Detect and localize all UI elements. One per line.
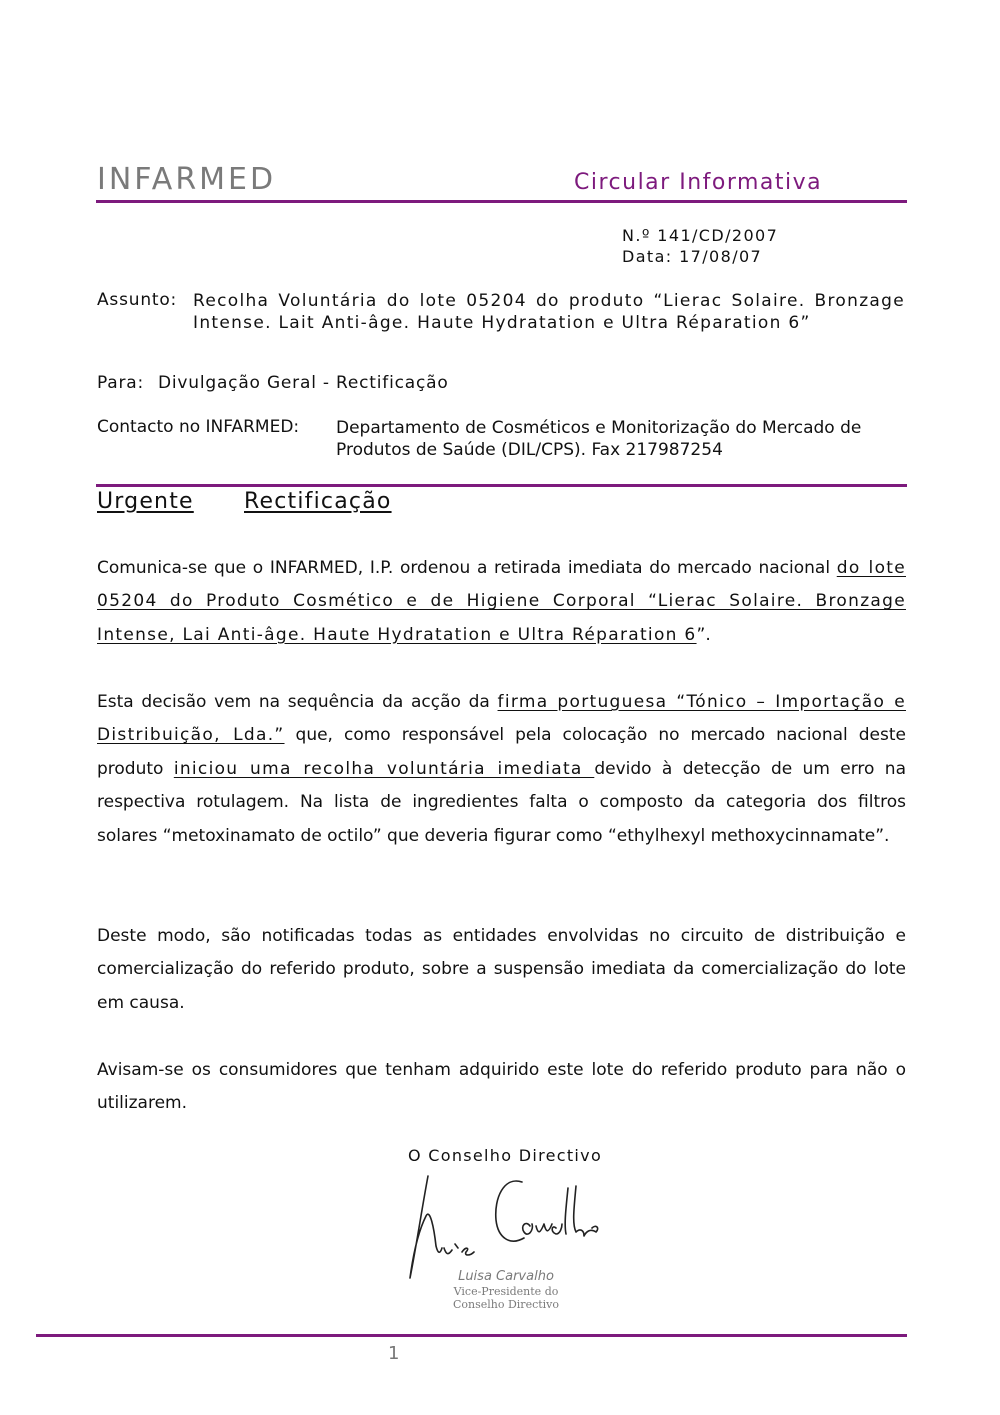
p2-underlined-firm: firma portuguesa “Tónico – Importação e Distribuição, Lda.” xyxy=(97,692,906,746)
assunto-text: Recolha Voluntária do lote 05204 do produto “Lierac Solaire. Bronzage Intense. Lait Anti-âge. Haute Hydratation e Ultra Réparation 6” xyxy=(193,291,905,333)
heading-rectification: Rectificação xyxy=(244,489,392,514)
para-text: Divulgação Geral - Rectificação xyxy=(158,373,449,393)
header-divider xyxy=(96,200,907,203)
heading-urgent: Urgente xyxy=(97,489,194,514)
section-divider xyxy=(96,484,907,487)
p1-underlined-product: do lote 05204 do Produto Cosmético e de Higiene Corporal “Lierac Solaire. Bronzage Intense, Lai Anti-âge. Haute Hydratation e Ultra Réparation 6 xyxy=(97,558,906,645)
body-paragraph-2 xyxy=(97,686,906,853)
p1-text-a: Comunica-se que o INFARMED, I.P. ordenou a retirada imediata do mercado nacional xyxy=(97,558,837,578)
circular-number: N.º 141/CD/2007 xyxy=(622,226,779,245)
signature-role-line2: Conselho Directivo xyxy=(452,1298,560,1311)
page-number: 1 xyxy=(388,1343,400,1364)
assunto-label: Assunto: xyxy=(97,290,178,310)
document-type-title: Circular Informativa xyxy=(574,170,823,195)
signoff-text: O Conselho Directivo xyxy=(408,1146,603,1165)
para-label: Para: xyxy=(97,373,145,393)
p1-text-b: ”. xyxy=(696,624,711,645)
signature-role-line1: Vice-Presidente do xyxy=(453,1285,559,1298)
footer-divider xyxy=(36,1334,907,1337)
body-paragraph-1 xyxy=(97,552,906,652)
p2-text-c: devido à detecção de um erro na respectiva rotulagem. Na lista de ingredientes falta o composto da categoria dos filtros solares “metoxinamato de octilo” que deveria figurar como “ethylhexyl methoxycinnamate”. xyxy=(97,758,906,846)
signature-name: Luisa Carvalho xyxy=(458,1269,554,1284)
p2-text-a: Esta decisão vem na sequência da acção da xyxy=(97,692,498,712)
contacto-label: Contacto no INFARMED: xyxy=(97,417,300,437)
circular-date: Data: 17/08/07 xyxy=(622,247,763,266)
body-paragraph-4: Avisam-se os consumidores que tenham adquirido este lote do referido produto para não o utilizarem. xyxy=(97,1060,906,1114)
p2-underlined-recall: iniciou uma recolha voluntária imediata xyxy=(173,758,595,779)
body-paragraph-3: Deste modo, são notificadas todas as entidades envolvidas no circuito de distribuição e comercialização do referido produto, sobre a suspensão imediata da comercialização do lote em causa. xyxy=(97,926,906,1013)
infarmed-logo: INFARMED xyxy=(97,162,277,197)
signature-image xyxy=(400,1168,620,1320)
contacto-text: Departamento de Cosméticos e Monitorização do Mercado de Produtos de Saúde (DIL/CPS). Fax 217987254 xyxy=(336,418,862,460)
p2-text-b: que, como responsável pela colocação no mercado nacional deste produto xyxy=(97,725,906,779)
